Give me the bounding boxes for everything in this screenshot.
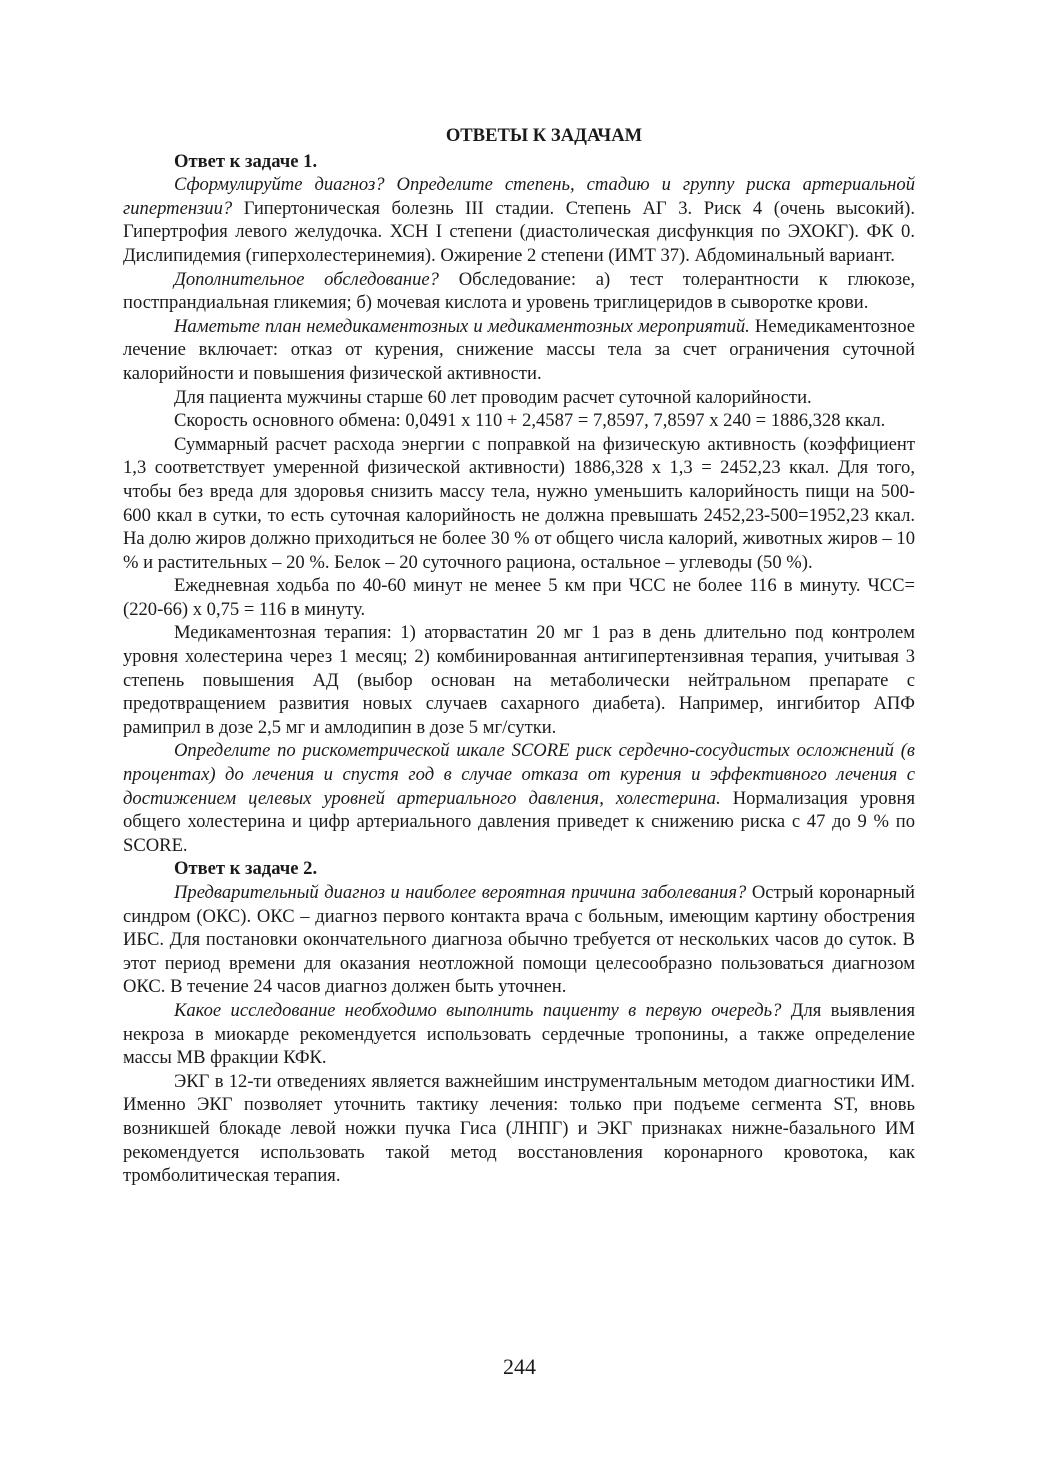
answer-1-paragraph-exam: [123, 268, 915, 315]
answer-1-paragraph-therapy: Медикаментозная терапия: 1) аторвастатин 20 мг 1 раз в день длительно под контролем уровня холестерина через 1 месяц; 2) комбинированная антигипертензивная терапия, учитывая 3 степень повышения АД (выбор основан на метаболически нейтральном препарате с предотвращением развития новых случаев сахарного диабета). Например, ингибитор АПФ рамиприл в дозе 2,5 мг и амлодипин в дозе 5 мг/сутки.: [123, 622, 915, 738]
answer-1-paragraph-diagnosis: [123, 173, 915, 267]
answer-1-paragraph-plan: [123, 315, 915, 386]
answer-text: Гипертоническая болезнь III стадии. Степень АГ 3. Риск 4 (очень высокий). Гипертрофия левого желудочка. ХСН I степени (диастолическая дисфункция по ЭХОКГ). ФК 0. Дислипидемия (гиперхолестеринемия). Ожирение 2 степени (ИМТ 37). Абдоминальный вариант.: [123, 197, 915, 266]
answer-2-paragraph-diagnosis: [123, 881, 915, 999]
question-text: Сформулируйте диагноз? Определите степень, стадию и группу риска артериальной гипертензии?: [123, 174, 915, 219]
answer-text: Острый коронарный синдром (ОКС). ОКС – диагноз первого контакта врача с больным, имеющим картину обострения ИБС. Для постановки окончательного диагноза обычно требуется от нескольких часов до суток. В этот период времени для оказания неотложной помощи целесообразно пользоваться диагнозом ОКС. В течение 24 часов диагноз должен быть уточнен.: [123, 882, 915, 998]
question-text: Дополнительное обследование?: [174, 268, 439, 290]
answer-1-paragraph-metabolism: Скорость основного обмена: 0,0491 х 110 + 2,4587 = 7,8597, 7,8597 х 240 = 1886,328 ккал.: [174, 410, 886, 432]
answer-text: Обследование: а) тест толерантности к глюкозе, постпрандиальная гликемия; б) мочевая кислота и уровень триглицеридов в сыворотке крови.: [123, 268, 915, 314]
answer-1-paragraph-energy: Суммарный расчет расхода энергии с поправкой на физическую активность (коэффициент 1,3 соответствует умеренной физической активности) 1886,328 х 1,3 = 2452,23 ккал. Для того, чтобы без вреда для здоровья снизить массу тела, нужно уменьшить калорийность пищи на 500-600 ккал в сутки, то есть суточная калорийность не должна превышать 2452,23-500=1952,23 ккал. На долю жиров должно приходиться не более 30 % от общего числа калорий, животных жиров – 10 % и растительных – 20 %. Белок – 20 суточного рациона, остальное – углеводы (50 %).: [123, 433, 915, 573]
question-text: Определите по рискометрической шкале SCORE риск сердечно-сосудистых осложнений (в процентах) до лечения и спустя год в случае отказа от курения и эффективного лечения с достижением целевых уровней артериального давления, холестерина.: [123, 740, 915, 809]
question-text: Наметьте план немедикаментозных и медикаментозных мероприятий.: [174, 315, 750, 337]
page-content: [123, 124, 915, 1188]
answer-text: Немедикаментозное лечение включает: отказ от курения, снижение массы тела за счет ограничения суточной калорийности и повышения физической активности.: [123, 315, 915, 384]
question-text: Предварительный диагноз и наиболее вероятная причина заболевания?: [174, 882, 747, 903]
answer-text: Нормализация уровня общего холестерина и цифр артериального давления приведет к снижению риска с 47 до 9 % по SCORE.: [123, 787, 915, 856]
page-title: ОТВЕТЫ К ЗАДАЧАМ: [445, 125, 643, 146]
answer-2-heading: Ответ к задаче 2.: [174, 858, 318, 880]
answer-1-paragraph-walking: Ежедневная ходьба по 40-60 минут не менее 5 км при ЧСС не более 116 в минуту. ЧСС= (220-66) х 0,75 = 116 в минуту.: [123, 575, 915, 620]
answer-2-paragraph-investigation: [123, 999, 915, 1070]
question-text: Какое исследование необходимо выполнить пациенту в первую очередь?: [174, 999, 782, 1021]
answer-2-paragraph-ecg: ЭКГ в 12-ти отведениях является важнейшим инструментальным методом диагностики ИМ. Именно ЭКГ позволяет уточнить тактику лечения: только при подъеме сегмента ST, вновь возникшей блокаде левой ножки пучка Гиса (ЛНПГ) и ЭКГ признаках нижне-базального ИМ рекомендуется использовать такой метод восстановления коронарного кровотока, как тромболитическая терапия.: [123, 1070, 915, 1187]
answer-1-paragraph-calories: Для пациента мужчины старше 60 лет проводим расчет суточной калорийности.: [174, 386, 812, 408]
answer-1-paragraph-score: [123, 739, 915, 857]
answer-1-heading: Ответ к задаче 1.: [174, 150, 318, 172]
answer-text: Для выявления некроза в миокарде рекомендуется использовать сердечные тропонины, а также определение массы МВ фракции КФК.: [123, 999, 915, 1069]
page-number: 244: [503, 1354, 536, 1379]
